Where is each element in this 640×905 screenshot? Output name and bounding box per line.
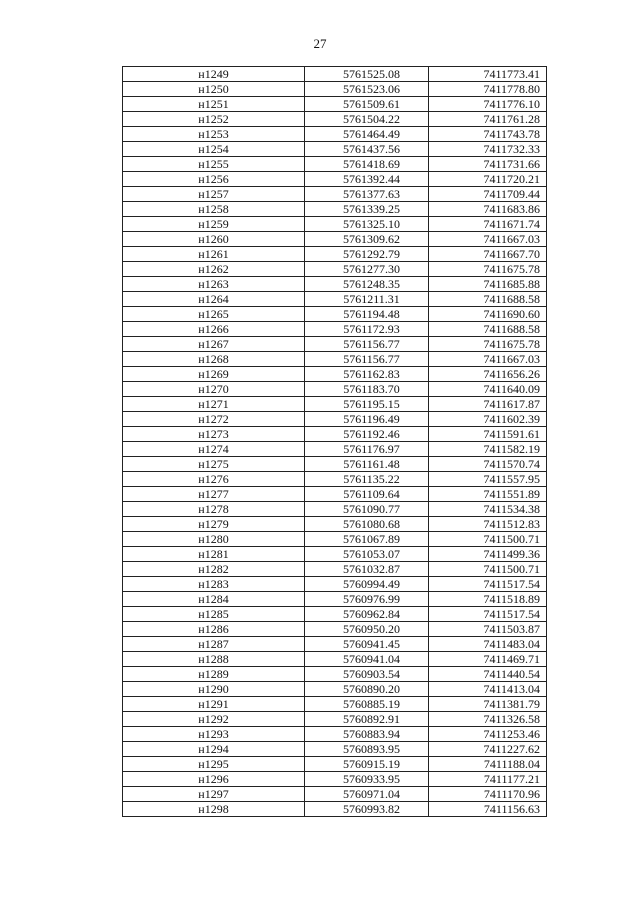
x-coordinate-cell: 5761464.49 — [305, 127, 429, 142]
x-coordinate-cell: 5760976.99 — [305, 592, 429, 607]
x-coordinate-cell: 5760883.94 — [305, 727, 429, 742]
x-coordinate-cell: 5761192.46 — [305, 427, 429, 442]
point-id-cell: н1298 — [123, 802, 305, 817]
x-coordinate-cell: 5761292.79 — [305, 247, 429, 262]
x-coordinate-cell: 5760950.20 — [305, 622, 429, 637]
point-id-cell: н1249 — [123, 67, 305, 82]
point-id-cell: н1279 — [123, 517, 305, 532]
y-coordinate-cell: 7411732.33 — [429, 142, 547, 157]
point-id-cell: н1271 — [123, 397, 305, 412]
x-coordinate-cell: 5760994.49 — [305, 577, 429, 592]
point-id-cell: н1291 — [123, 697, 305, 712]
x-coordinate-cell: 5761339.25 — [305, 202, 429, 217]
point-id-cell: н1270 — [123, 382, 305, 397]
table-row — [123, 97, 547, 112]
x-coordinate-cell: 5761156.77 — [305, 352, 429, 367]
table-row — [123, 202, 547, 217]
x-coordinate-cell: 5761176.97 — [305, 442, 429, 457]
y-coordinate-cell: 7411440.54 — [429, 667, 547, 682]
y-coordinate-cell: 7411170.96 — [429, 787, 547, 802]
point-id-cell: н1285 — [123, 607, 305, 622]
x-coordinate-cell: 5761067.89 — [305, 532, 429, 547]
y-coordinate-cell: 7411253.46 — [429, 727, 547, 742]
y-coordinate-cell: 7411773.41 — [429, 67, 547, 82]
y-coordinate-cell: 7411503.87 — [429, 622, 547, 637]
point-id-cell: н1273 — [123, 427, 305, 442]
x-coordinate-cell: 5761195.15 — [305, 397, 429, 412]
x-coordinate-cell: 5761109.64 — [305, 487, 429, 502]
point-id-cell: н1264 — [123, 292, 305, 307]
table-row — [123, 397, 547, 412]
x-coordinate-cell: 5760885.19 — [305, 697, 429, 712]
point-id-cell: н1276 — [123, 472, 305, 487]
table-row — [123, 277, 547, 292]
table-row — [123, 637, 547, 652]
point-id-cell: н1257 — [123, 187, 305, 202]
table-row — [123, 427, 547, 442]
table-row — [123, 232, 547, 247]
x-coordinate-cell: 5760933.95 — [305, 772, 429, 787]
x-coordinate-cell: 5760962.84 — [305, 607, 429, 622]
y-coordinate-cell: 7411667.03 — [429, 352, 547, 367]
table-row — [123, 667, 547, 682]
table-row — [123, 367, 547, 382]
point-id-cell: н1263 — [123, 277, 305, 292]
y-coordinate-cell: 7411518.89 — [429, 592, 547, 607]
y-coordinate-cell: 7411709.44 — [429, 187, 547, 202]
table-row — [123, 592, 547, 607]
point-id-cell: н1294 — [123, 742, 305, 757]
x-coordinate-cell: 5760893.95 — [305, 742, 429, 757]
x-coordinate-cell: 5760971.04 — [305, 787, 429, 802]
y-coordinate-cell: 7411500.71 — [429, 562, 547, 577]
y-coordinate-cell: 7411517.54 — [429, 607, 547, 622]
y-coordinate-cell: 7411177.21 — [429, 772, 547, 787]
point-id-cell: н1258 — [123, 202, 305, 217]
table-row — [123, 577, 547, 592]
point-id-cell: н1252 — [123, 112, 305, 127]
y-coordinate-cell: 7411156.63 — [429, 802, 547, 817]
table-row — [123, 442, 547, 457]
y-coordinate-cell: 7411656.26 — [429, 367, 547, 382]
table-row — [123, 487, 547, 502]
y-coordinate-cell: 7411483.04 — [429, 637, 547, 652]
table-row — [123, 802, 547, 817]
y-coordinate-cell: 7411675.78 — [429, 262, 547, 277]
y-coordinate-cell: 7411582.19 — [429, 442, 547, 457]
x-coordinate-cell: 5761172.93 — [305, 322, 429, 337]
table-row — [123, 217, 547, 232]
y-coordinate-cell: 7411761.28 — [429, 112, 547, 127]
point-id-cell: н1268 — [123, 352, 305, 367]
y-coordinate-cell: 7411688.58 — [429, 292, 547, 307]
point-id-cell: н1283 — [123, 577, 305, 592]
y-coordinate-cell: 7411731.66 — [429, 157, 547, 172]
y-coordinate-cell: 7411227.62 — [429, 742, 547, 757]
y-coordinate-cell: 7411690.60 — [429, 307, 547, 322]
y-coordinate-cell: 7411720.21 — [429, 172, 547, 187]
point-id-cell: н1251 — [123, 97, 305, 112]
table-row — [123, 322, 547, 337]
point-id-cell: н1282 — [123, 562, 305, 577]
table-row — [123, 712, 547, 727]
y-coordinate-cell: 7411667.03 — [429, 232, 547, 247]
table-row — [123, 502, 547, 517]
y-coordinate-cell: 7411469.71 — [429, 652, 547, 667]
point-id-cell: н1253 — [123, 127, 305, 142]
table-row — [123, 337, 547, 352]
table-row — [123, 307, 547, 322]
point-id-cell: н1277 — [123, 487, 305, 502]
y-coordinate-cell: 7411683.86 — [429, 202, 547, 217]
x-coordinate-cell: 5761523.06 — [305, 82, 429, 97]
coordinates-table-body — [123, 67, 547, 817]
point-id-cell: н1262 — [123, 262, 305, 277]
x-coordinate-cell: 5760993.82 — [305, 802, 429, 817]
x-coordinate-cell: 5760890.20 — [305, 682, 429, 697]
point-id-cell: н1265 — [123, 307, 305, 322]
table-row — [123, 772, 547, 787]
table-row — [123, 82, 547, 97]
table-row — [123, 292, 547, 307]
table-row — [123, 127, 547, 142]
point-id-cell: н1261 — [123, 247, 305, 262]
point-id-cell: н1287 — [123, 637, 305, 652]
point-id-cell: н1266 — [123, 322, 305, 337]
x-coordinate-cell: 5761211.31 — [305, 292, 429, 307]
table-row — [123, 172, 547, 187]
x-coordinate-cell: 5760892.91 — [305, 712, 429, 727]
y-coordinate-cell: 7411381.79 — [429, 697, 547, 712]
table-row — [123, 607, 547, 622]
point-id-cell: н1290 — [123, 682, 305, 697]
y-coordinate-cell: 7411602.39 — [429, 412, 547, 427]
x-coordinate-cell: 5761162.83 — [305, 367, 429, 382]
point-id-cell: н1296 — [123, 772, 305, 787]
x-coordinate-cell: 5761418.69 — [305, 157, 429, 172]
table-row — [123, 727, 547, 742]
x-coordinate-cell: 5761090.77 — [305, 502, 429, 517]
x-coordinate-cell: 5761437.56 — [305, 142, 429, 157]
y-coordinate-cell: 7411776.10 — [429, 97, 547, 112]
table-row — [123, 382, 547, 397]
x-coordinate-cell: 5761509.61 — [305, 97, 429, 112]
table-row — [123, 247, 547, 262]
y-coordinate-cell: 7411778.80 — [429, 82, 547, 97]
x-coordinate-cell: 5761277.30 — [305, 262, 429, 277]
y-coordinate-cell: 7411534.38 — [429, 502, 547, 517]
coordinates-table — [122, 66, 547, 817]
y-coordinate-cell: 7411570.74 — [429, 457, 547, 472]
x-coordinate-cell: 5761309.62 — [305, 232, 429, 247]
y-coordinate-cell: 7411685.88 — [429, 277, 547, 292]
x-coordinate-cell: 5760903.54 — [305, 667, 429, 682]
table-row — [123, 112, 547, 127]
y-coordinate-cell: 7411675.78 — [429, 337, 547, 352]
y-coordinate-cell: 7411688.58 — [429, 322, 547, 337]
y-coordinate-cell: 7411326.58 — [429, 712, 547, 727]
table-row — [123, 697, 547, 712]
table-row — [123, 352, 547, 367]
point-id-cell: н1292 — [123, 712, 305, 727]
table-row — [123, 757, 547, 772]
point-id-cell: н1272 — [123, 412, 305, 427]
x-coordinate-cell: 5761135.22 — [305, 472, 429, 487]
point-id-cell: н1280 — [123, 532, 305, 547]
y-coordinate-cell: 7411517.54 — [429, 577, 547, 592]
point-id-cell: н1254 — [123, 142, 305, 157]
y-coordinate-cell: 7411413.04 — [429, 682, 547, 697]
table-row — [123, 262, 547, 277]
point-id-cell: н1274 — [123, 442, 305, 457]
table-row — [123, 157, 547, 172]
point-id-cell: н1259 — [123, 217, 305, 232]
point-id-cell: н1269 — [123, 367, 305, 382]
point-id-cell: н1281 — [123, 547, 305, 562]
x-coordinate-cell: 5761161.48 — [305, 457, 429, 472]
table-row — [123, 787, 547, 802]
x-coordinate-cell: 5761183.70 — [305, 382, 429, 397]
table-row — [123, 517, 547, 532]
point-id-cell: н1284 — [123, 592, 305, 607]
y-coordinate-cell: 7411512.83 — [429, 517, 547, 532]
point-id-cell: н1267 — [123, 337, 305, 352]
y-coordinate-cell: 7411617.87 — [429, 397, 547, 412]
table-row — [123, 412, 547, 427]
point-id-cell: н1286 — [123, 622, 305, 637]
x-coordinate-cell: 5761032.87 — [305, 562, 429, 577]
y-coordinate-cell: 7411640.09 — [429, 382, 547, 397]
table-row — [123, 67, 547, 82]
point-id-cell: н1256 — [123, 172, 305, 187]
point-id-cell: н1293 — [123, 727, 305, 742]
y-coordinate-cell: 7411499.36 — [429, 547, 547, 562]
x-coordinate-cell: 5761248.35 — [305, 277, 429, 292]
x-coordinate-cell: 5760941.45 — [305, 637, 429, 652]
table-row — [123, 652, 547, 667]
y-coordinate-cell: 7411671.74 — [429, 217, 547, 232]
point-id-cell: н1260 — [123, 232, 305, 247]
x-coordinate-cell: 5761525.08 — [305, 67, 429, 82]
point-id-cell: н1278 — [123, 502, 305, 517]
x-coordinate-cell: 5761196.49 — [305, 412, 429, 427]
x-coordinate-cell: 5761156.77 — [305, 337, 429, 352]
point-id-cell: н1255 — [123, 157, 305, 172]
y-coordinate-cell: 7411551.89 — [429, 487, 547, 502]
y-coordinate-cell: 7411557.95 — [429, 472, 547, 487]
page-number: 27 — [313, 36, 327, 51]
y-coordinate-cell: 7411188.04 — [429, 757, 547, 772]
y-coordinate-cell: 7411743.78 — [429, 127, 547, 142]
point-id-cell: н1295 — [123, 757, 305, 772]
table-row — [123, 622, 547, 637]
table-row — [123, 532, 547, 547]
table-row — [123, 547, 547, 562]
table-row — [123, 472, 547, 487]
table-row — [123, 142, 547, 157]
x-coordinate-cell: 5760941.04 — [305, 652, 429, 667]
table-row — [123, 457, 547, 472]
point-id-cell: н1297 — [123, 787, 305, 802]
table-row — [123, 742, 547, 757]
table-row — [123, 682, 547, 697]
x-coordinate-cell: 5761504.22 — [305, 112, 429, 127]
y-coordinate-cell: 7411667.70 — [429, 247, 547, 262]
x-coordinate-cell: 5761377.63 — [305, 187, 429, 202]
point-id-cell: н1250 — [123, 82, 305, 97]
x-coordinate-cell: 5761194.48 — [305, 307, 429, 322]
x-coordinate-cell: 5761325.10 — [305, 217, 429, 232]
point-id-cell: н1288 — [123, 652, 305, 667]
y-coordinate-cell: 7411591.61 — [429, 427, 547, 442]
x-coordinate-cell: 5761080.68 — [305, 517, 429, 532]
table-row — [123, 562, 547, 577]
point-id-cell: н1289 — [123, 667, 305, 682]
x-coordinate-cell: 5761392.44 — [305, 172, 429, 187]
y-coordinate-cell: 7411500.71 — [429, 532, 547, 547]
x-coordinate-cell: 5760915.19 — [305, 757, 429, 772]
point-id-cell: н1275 — [123, 457, 305, 472]
table-row — [123, 187, 547, 202]
x-coordinate-cell: 5761053.07 — [305, 547, 429, 562]
